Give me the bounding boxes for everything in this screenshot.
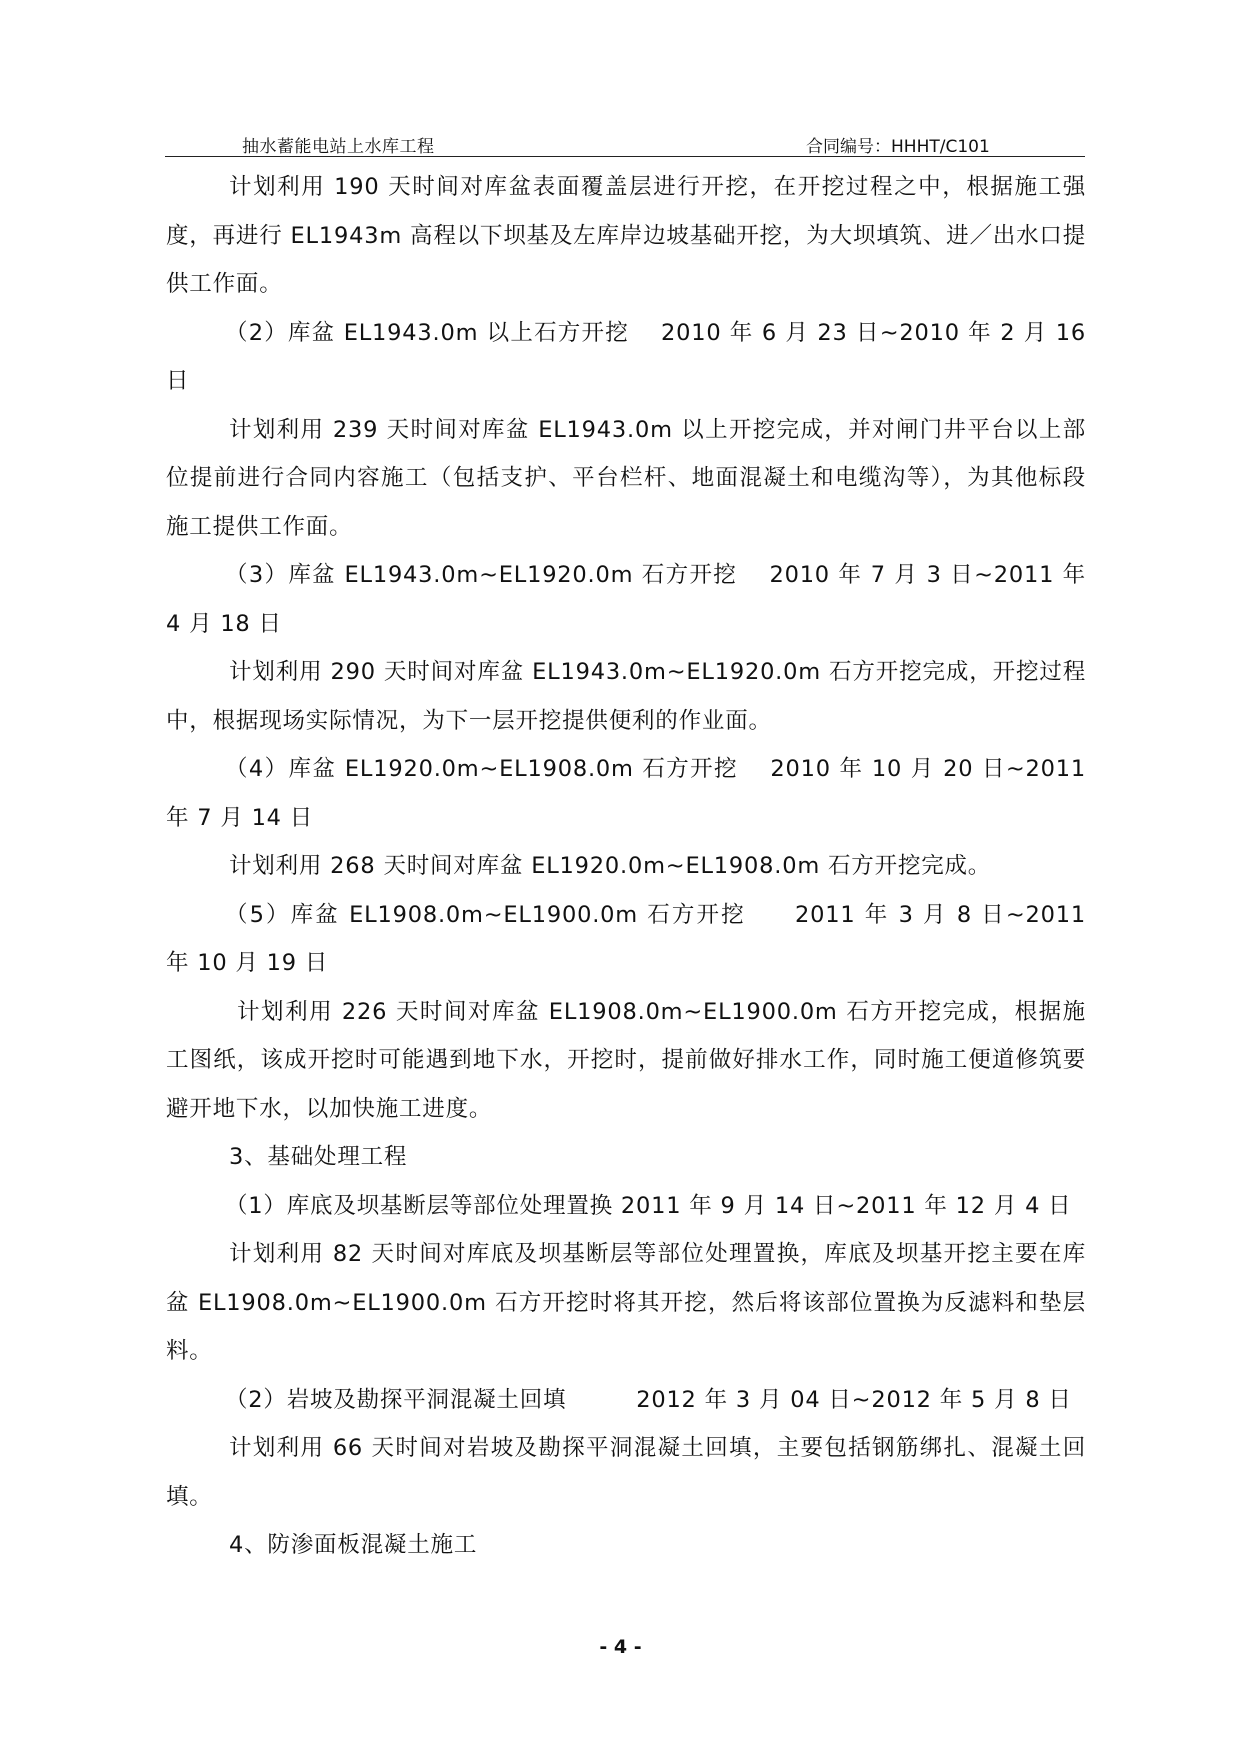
- paragraph: 计划利用 190 天时间对库盆表面覆盖层进行开挖，在开挖过程之中，根据施工强度，再进行 EL1943m 高程以下坝基及左库岸边坡基础开挖，为大坝填筑、进／出水口提供工作面。: [166, 174, 1086, 297]
- document-body: [166, 163, 1086, 1570]
- schedule-item: （4）库盆 EL1920.0m~EL1908.0m 石方开挖 2010 年 10 月 20 日~2011 年 7 月 14 日: [166, 756, 1086, 831]
- paragraph: 计划利用 239 天时间对库盆 EL1943.0m 以上开挖完成，并对闸门井平台以上部位提前进行合同内容施工（包括支护、平台栏杆、地面混凝土和电缆沟等），为其他标段施工提供工作面。: [166, 416, 1086, 540]
- paragraph: 计划利用 268 天时间对库盆 EL1920.0m~EL1908.0m 石方开挖完成。: [229, 853, 992, 879]
- schedule-item: （2）库盆 EL1943.0m 以上石方开挖 2010 年 6 月 23 日~2010 年 2 月 16 日: [166, 319, 1086, 394]
- paragraph: 计划利用 290 天时间对库盆 EL1943.0m~EL1920.0m 石方开挖完成，开挖过程中，根据现场实际情况，为下一层开挖提供便利的作业面。: [166, 659, 1086, 734]
- schedule-item: （2）岩坡及勘探平洞混凝土回填 2012 年 3 月 04 日~2012 年 5 月 8 日: [225, 1386, 1072, 1413]
- project-title: 抽水蓄能电站上水库工程: [242, 137, 435, 157]
- section-heading: 4、防渗面板混凝土施工: [229, 1532, 478, 1558]
- paragraph: 计划利用 226 天时间对库盆 EL1908.0m~EL1900.0m 石方开挖完成，根据施工图纸，该成开挖时可能遇到地下水，开挖时，提前做好排水工作，同时施工便道修筑要避开地下水，以加快施工进度。: [166, 998, 1086, 1122]
- page-header: [165, 116, 1085, 157]
- section-heading: 3、基础处理工程: [229, 1144, 408, 1170]
- schedule-item: （5）库盆 EL1908.0m~EL1900.0m 石方开挖 2011 年 3 月 8 日~2011 年 10 月 19 日: [166, 901, 1086, 976]
- schedule-item: （3）库盆 EL1943.0m~EL1920.0m 石方开挖 2010 年 7 月 3 日~2011 年 4 月 18 日: [166, 562, 1086, 637]
- page-number: - 4 -: [599, 1636, 642, 1658]
- paragraph: 计划利用 82 天时间对库底及坝基断层等部位处理置换，库底及坝基开挖主要在库盆 EL1908.0m~EL1900.0m 石方开挖时将其开挖，然后将该部位置换为反滤料和垫层料。: [166, 1241, 1086, 1364]
- contract-number: 合同编号：HHHT/C101: [806, 137, 990, 157]
- paragraph: 计划利用 66 天时间对岩坡及勘探平洞混凝土回填，主要包括钢筋绑扎、混凝土回填。: [166, 1435, 1086, 1510]
- schedule-item: （1）库底及坝基断层等部位处理置换 2011 年 9 月 14 日~2011 年 12 月 4 日: [225, 1192, 1072, 1219]
